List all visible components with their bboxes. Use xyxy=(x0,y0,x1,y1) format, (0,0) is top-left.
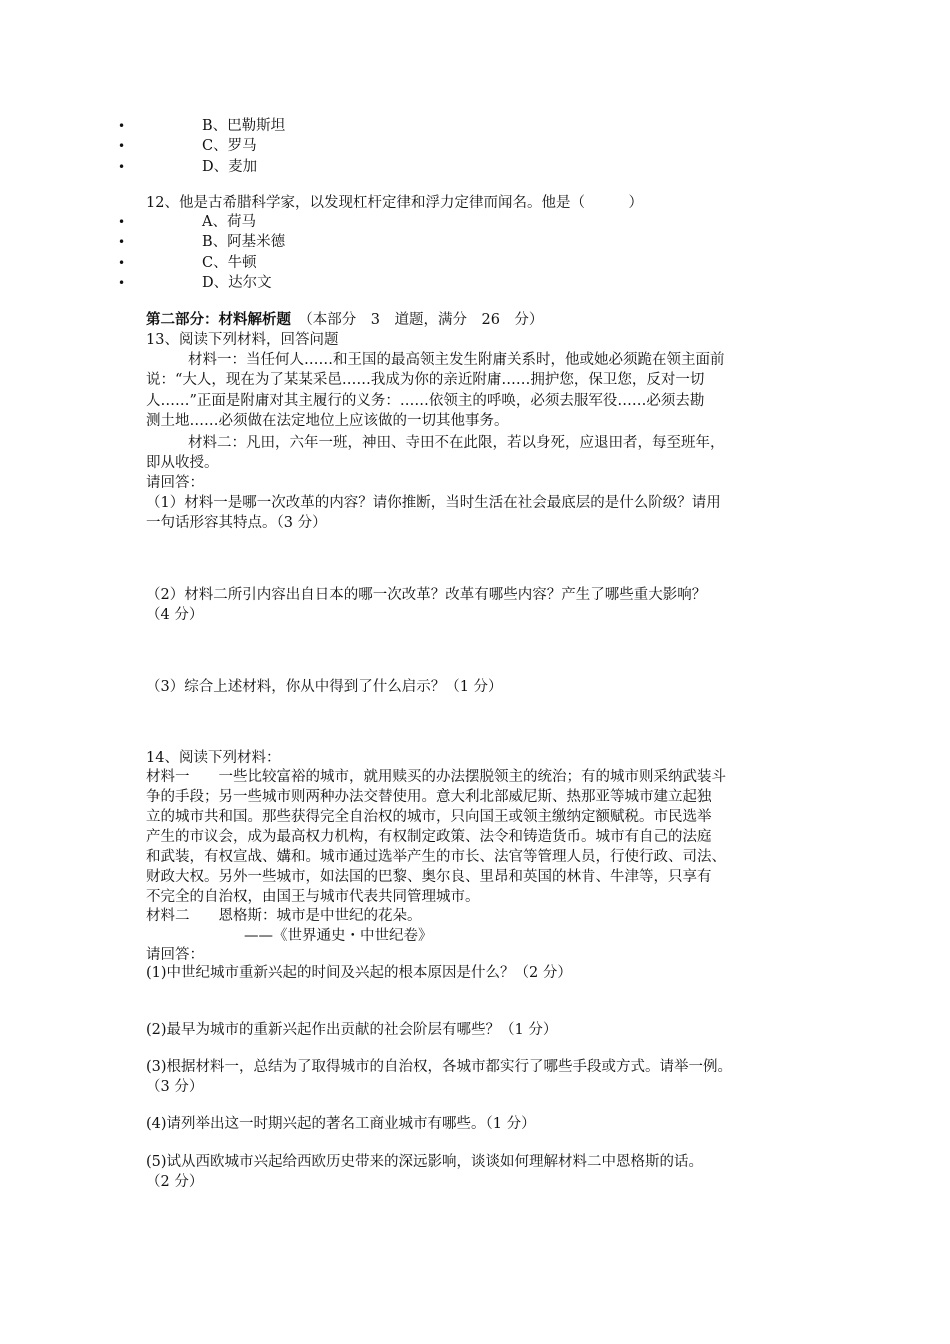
q11-option-d: • D、麦加 xyxy=(118,159,258,175)
q11-option-c: • C、罗马 xyxy=(118,138,257,154)
bullet-icon: • xyxy=(118,215,126,229)
q13-material1-line: 材料一：当任何人……和王国的最高领主发生附庸关系时，他或她必须跪在领主面前 xyxy=(188,352,725,368)
q14-sub1: (1)中世纪城市重新兴起的时间及兴起的根本原因是什么？（2 分） xyxy=(146,965,572,981)
q13-material1-line: 说：“大人，现在为了某某采邑……我成为你的亲近附庸……拥护您，保卫您，反对一切 xyxy=(146,372,705,388)
q14-source: ——《世界通史・中世纪卷》 xyxy=(244,928,433,944)
q14-sub3-line: （3 分） xyxy=(146,1079,204,1095)
q13-material2-line: 即从收授。 xyxy=(146,455,219,471)
q14-sub4: (4)请列举出这一时期兴起的著名工商业城市有哪些。（1 分） xyxy=(146,1116,536,1132)
q13-intro: 13、阅读下列材料，回答问题 xyxy=(146,332,339,348)
q12-option-a: • A、荷马 xyxy=(118,214,256,230)
bullet-icon: • xyxy=(118,235,126,249)
q12-stem: 12、他是古希腊科学家，以发现杠杆定律和浮力定律而闻名。他是（ ） xyxy=(146,195,643,211)
q14-material1-line: 和武装，有权宣战、媾和。城市通过选举产生的市长、法官等管理人员，行使行政、司法、 xyxy=(146,849,726,865)
q12-option-b: • B、阿基米德 xyxy=(118,234,286,250)
q14-sub2: (2)最早为城市的重新兴起作出贡献的社会阶层有哪些？（1 分） xyxy=(146,1022,558,1038)
q12-option-d: • D、达尔文 xyxy=(118,275,272,291)
q14-sub5-line: (5)试从西欧城市兴起给西欧历史带来的深远影响，谈谈如何理解材料二中恩格斯的话。 xyxy=(146,1154,704,1170)
bullet-icon: • xyxy=(118,256,126,270)
q14-answer-label: 请回答： xyxy=(146,947,204,963)
part2-heading xyxy=(146,310,543,330)
q14-material2: 材料二 恩格斯：城市是中世纪的花朵。 xyxy=(146,908,422,924)
q14-material1-line: 不完全的自治权，由国王与城市代表共同管理城市。 xyxy=(146,889,480,905)
q13-material1-line: 测土地……必须做在法定地位上应该做的一切其他事务。 xyxy=(146,413,509,429)
q13-sub1-line: 一句话形容其特点。（3 分） xyxy=(146,515,327,531)
bullet-icon: • xyxy=(118,160,126,174)
q14-material1-line: 材料一 一些比较富裕的城市，就用赎买的办法摆脱领主的统治；有的城市则采纳武装斗 xyxy=(146,769,726,785)
q14-material1-line: 产生的市议会，成为最高权力机构，有权制定政策、法令和铸造货币。城市有自己的法庭 xyxy=(146,829,712,845)
q14-material1-line: 争的手段；另一些城市则两种办法交替使用。意大利北部威尼斯、热那亚等城市建立起独 xyxy=(146,789,712,805)
q13-material1-line: 人……”正面是附庸对其主履行的义务：……依领主的呼唤，必须去服军役……必须去勘 xyxy=(146,393,705,409)
q14-material1-line: 立的城市共和国。那些获得完全自治权的城市，只向国王或领主缴纳定额赋税。市民选举 xyxy=(146,809,712,825)
bullet-icon: • xyxy=(118,276,126,290)
q14-material1-line: 财政大权。另外一些城市，如法国的巴黎、奥尔良、里昂和英国的林肯、牛津等，只享有 xyxy=(146,869,712,885)
bullet-icon: • xyxy=(118,119,126,133)
part2-note: （本部分 3 道题，满分 26 分） xyxy=(305,312,544,328)
bullet-icon: • xyxy=(118,139,126,153)
q13-sub2-line: （2）材料二所引内容出自日本的哪一次改革？改革有哪些内容？产生了哪些重大影响？ xyxy=(146,587,707,603)
q13-sub2-line: （4 分） xyxy=(146,607,204,623)
part2-title: 第二部分：材料解析题 xyxy=(146,311,291,328)
q14-intro: 14、阅读下列材料： xyxy=(146,750,281,766)
q13-sub3: （3）综合上述材料，你从中得到了什么启示？（1 分） xyxy=(146,679,503,695)
q14-sub3-line: (3)根据材料一，总结为了取得城市的自治权，各城市都实行了哪些手段或方式。请举一例。 xyxy=(146,1059,733,1075)
q13-material2-line: 材料二：凡田，六年一班，神田、寺田不在此限，若以身死，应退田者，每至班年， xyxy=(188,435,725,451)
q13-answer-label: 请回答： xyxy=(146,475,204,491)
q13-sub1-line: （1）材料一是哪一次改革的内容？请你推断，当时生活在社会最底层的是什么阶级？请用 xyxy=(146,495,721,511)
q12-option-c: • C、牛顿 xyxy=(118,255,257,271)
q14-sub5-line: （2 分） xyxy=(146,1174,204,1190)
q11-option-b: • B、巴勒斯坦 xyxy=(118,118,286,134)
